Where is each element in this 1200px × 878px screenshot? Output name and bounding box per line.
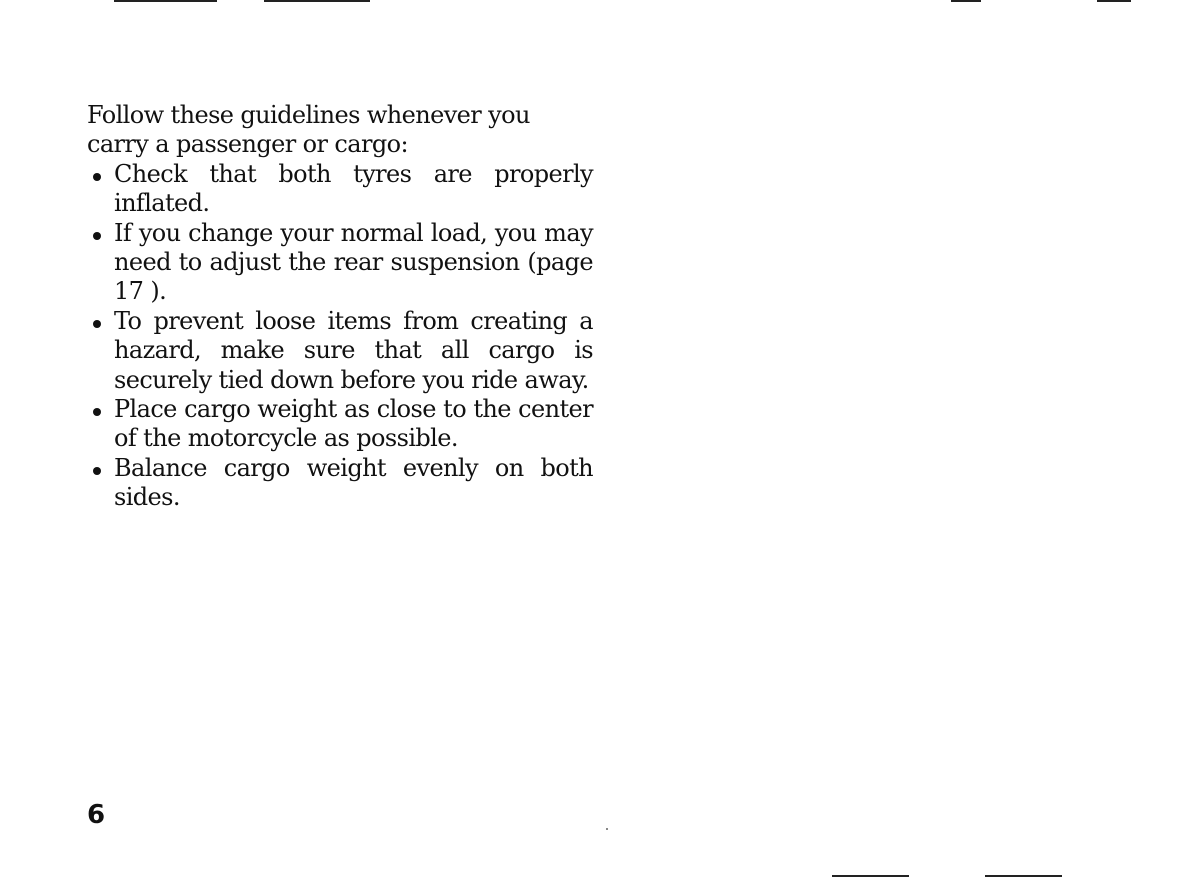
- list-item: [87, 395, 593, 454]
- bullet-icon: [93, 408, 101, 416]
- list-item: [87, 454, 593, 513]
- bullet-icon: [93, 320, 101, 328]
- crop-mark-top-3: [951, 0, 981, 2]
- list-item-text: To prevent loose items from creating a hazard, make sure that all cargo is securely tied down before you ride away.: [114, 306, 593, 394]
- bullet-icon: [93, 232, 101, 240]
- intro-text: Follow these guidelines whenever you carry a passenger or cargo:: [87, 101, 530, 159]
- list-item-text: If you change your normal load, you may need to adjust the rear suspension (page 17 ).: [114, 218, 593, 306]
- list-item: [87, 219, 593, 307]
- guidelines-section: [87, 101, 593, 513]
- list-item: [87, 160, 593, 219]
- bullet-icon: [93, 467, 101, 475]
- list-item-text: Check that both tyres are properly inflated.: [114, 159, 593, 218]
- crop-mark-top-4: [1097, 0, 1131, 2]
- crop-mark-top-1: [114, 0, 217, 2]
- crop-mark-bottom-1: [832, 875, 909, 877]
- crop-mark-bottom-2: [985, 875, 1062, 877]
- bullet-icon: [93, 173, 101, 181]
- crop-mark-top-2: [264, 0, 370, 2]
- list-item-text: Place cargo weight as close to the center of the motorcycle as possible.: [114, 395, 593, 453]
- list-item-text: Balance cargo weight evenly on both sides.: [114, 453, 593, 512]
- scan-speck: [606, 828, 608, 830]
- guidelines-list: [87, 160, 593, 513]
- page-number: 6: [87, 800, 106, 830]
- list-item: [87, 307, 593, 395]
